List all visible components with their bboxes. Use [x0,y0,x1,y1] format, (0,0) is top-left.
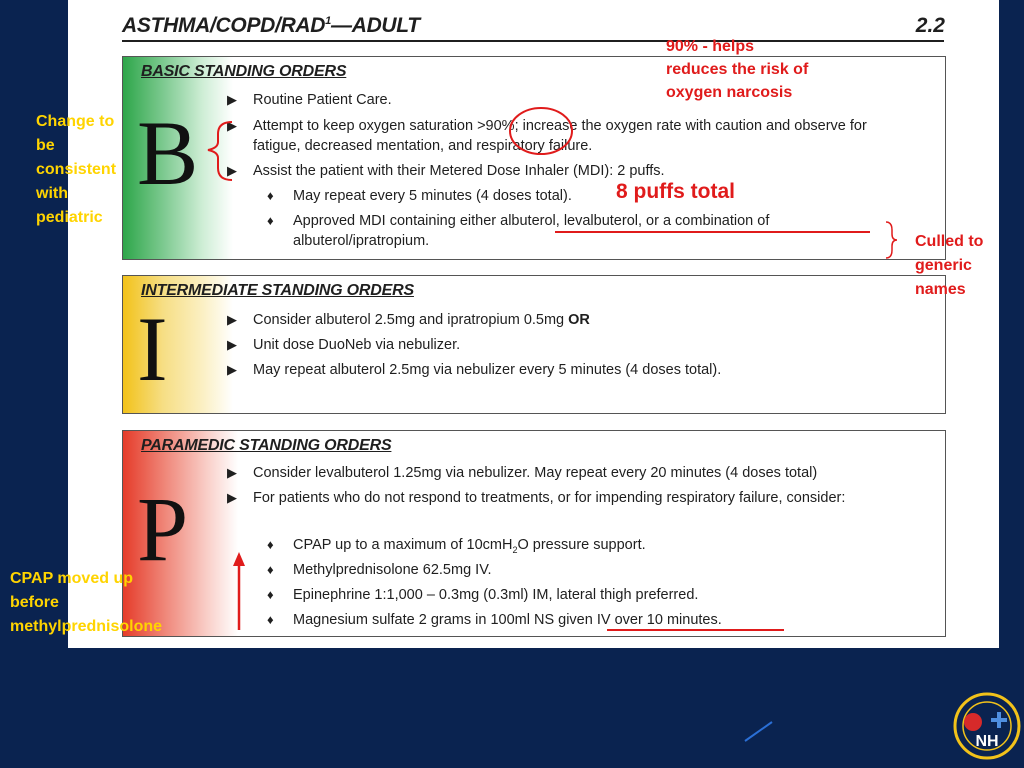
pediatric-note: Change to be consistent with pediatric [36,113,117,226]
list-subitem: ♦ CPAP up to a maximum of 10cmH$_2$O pressure support. [267,537,646,555]
arrow-bullet-icon: ▶ [227,362,237,377]
list-subitem: ♦ Magnesium sulfate 2 grams in 100ml NS given IV over 10 minutes. [267,612,722,628]
diamond-bullet-icon: ♦ [267,213,274,228]
diamond-bullet-icon: ♦ [267,587,274,602]
list-item: ▶ Unit dose DuoNeb via nebulizer. [227,337,461,353]
section-heading: BASIC STANDING ORDERS [141,63,347,80]
section-letter: I [137,298,168,400]
arrow-bullet-icon: ▶ [227,337,237,352]
list-subitem: ♦ Methylprednisolone 62.5mg IV. [267,562,492,578]
arrow-bullet-icon: ▶ [227,118,237,133]
list-subitem: ♦ May repeat every 5 minutes (4 doses total). [267,188,572,204]
list-subitem: ♦ Epinephrine 1:1,000 – 0.3mg (0.3ml) IM, lateral thigh preferred. [267,587,699,603]
saturation-note: 90% - helps reduces the risk of oxygen narcosis [666,38,809,101]
nh-ems-logo [953,692,1021,760]
list-item: ▶ May repeat albuterol 2.5mg via nebulizer every 5 minutes (4 doses total). [227,362,722,378]
list-item: ▶ Consider levalbuterol 1.25mg via nebulizer. May repeat every 20 minutes (4 doses total) [227,465,818,481]
arrow-bullet-icon: ▶ [227,163,237,178]
list-item: ▶ Attempt to keep oxygen saturation >90%; increase the oxygen rate with caution and observe for fatigue, decreased mentation, and respiratory failure. [227,118,867,154]
protocol-number: 2.2 [915,14,945,37]
list-item: ▶ Consider albuterol 2.5mg and ipratropium 0.5mg OR [227,312,590,328]
arrow-bullet-icon: ▶ [227,92,237,107]
diamond-bullet-icon: ♦ [267,188,274,203]
section-letter: B [137,102,199,204]
left-brace-mark [208,122,232,180]
logo-text: NH [975,733,999,750]
list-item: ▶ Assist the patient with their Metered Dose Inhaler (MDI): 2 puffs. [227,163,665,179]
diamond-bullet-icon: ♦ [267,562,274,577]
arrow-head-icon [233,552,245,566]
cpap-note: CPAP moved up before methylprednisolone [10,570,163,635]
diamond-bullet-icon: ♦ [267,612,274,627]
arrow-bullet-icon: ▶ [227,490,237,505]
stray-mark [745,722,772,741]
saturation-circle-mark [510,108,572,154]
section-letter: P [137,478,189,580]
arrow-bullet-icon: ▶ [227,465,237,480]
list-item: ▶ For patients who do not respond to treatments, or for impending respiratory failure, consider: [227,490,846,506]
right-brace-mark [886,222,897,258]
section-heading: INTERMEDIATE STANDING ORDERS [141,282,414,299]
arrow-bullet-icon: ▶ [227,312,237,327]
generic-names-note: Culled to generic names [915,233,984,298]
puffs-note: 8 puffs total [616,180,735,203]
page-title: ASTHMA/COPD/RAD$^1$—ADULT [122,14,944,42]
section-heading: PARAMEDIC STANDING ORDERS [141,437,392,454]
list-subitem: ♦ Approved MDI containing either albuterol, levalbuterol, or a combination of albuterol/ipratropium. [267,213,770,249]
list-item: ▶ Routine Patient Care. [227,92,392,108]
diamond-bullet-icon: ♦ [267,537,274,552]
